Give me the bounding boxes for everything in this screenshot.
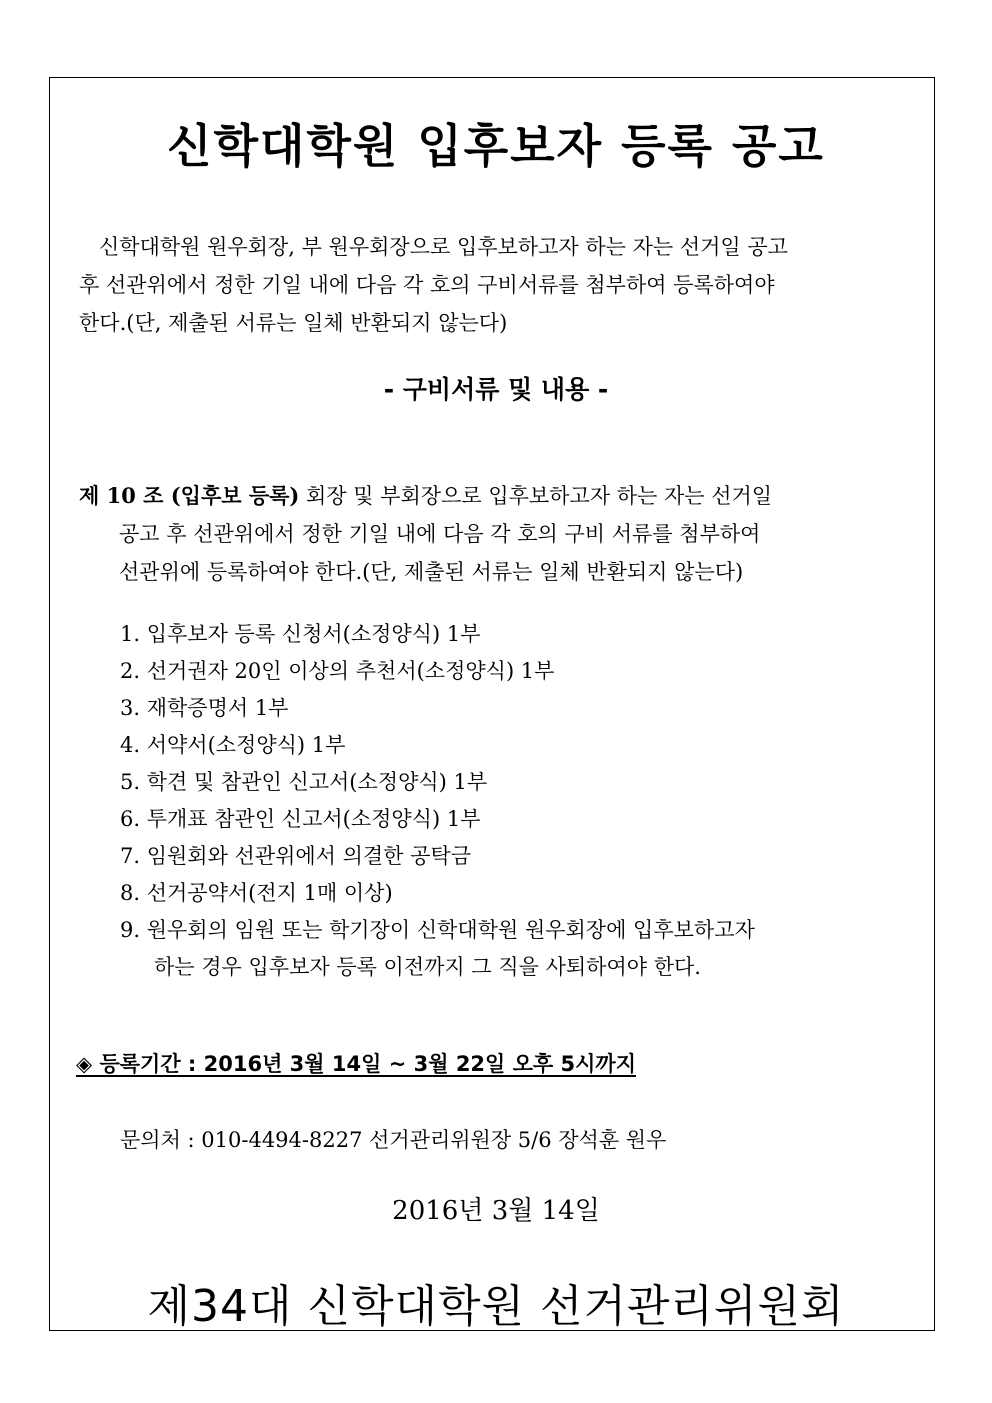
intro-line-3: 한다.(단, 제출된 서류는 일체 반환되지 않는다)	[79, 311, 508, 335]
list-item: 6. 투개표 참관인 신고서(소정양식) 1부	[120, 807, 481, 831]
list-item: 2. 선거권자 20인 이상의 추천서(소정양식) 1부	[120, 659, 555, 683]
article-10	[79, 477, 909, 591]
list-item: 9. 원우회의 임원 또는 학기장이 신학대학원 원우회장에 입후보하고자	[120, 918, 755, 942]
intro-paragraph	[79, 228, 909, 342]
article-line-3: 선관위에 등록하여야 한다.(단, 제출된 서류는 일체 반환되지 않는다)	[119, 560, 744, 584]
intro-line-1: 신학대학원 원우회장, 부 원우회장으로 입후보하고자 하는 자는 선거일 공고	[99, 235, 788, 259]
article-line-1	[79, 477, 909, 515]
article-line-1-text: 회장 및 부회장으로 입후보하고자 하는 자는 선거일	[299, 484, 773, 508]
article-heading: 제 10 조 (입후보 등록)	[79, 483, 300, 508]
intro-line-2: 후 선관위에서 정한 기일 내에 다음 각 호의 구비서류를 첨부하여 등록하여야	[79, 273, 775, 297]
article-line-2: 공고 후 선관위에서 정한 기일 내에 다음 각 호의 구비 서류를 첨부하여	[119, 522, 761, 546]
notice-date: 2016년 3월 14일	[392, 1196, 600, 1226]
required-documents-heading: - 구비서류 및 내용 -	[383, 375, 609, 404]
registration-period: ◈ 등록기간 : 2016년 3월 14일 ~ 3월 22일 오후 5시까지	[76, 1052, 636, 1076]
list-item: 8. 선거공약서(전지 1매 이상)	[120, 881, 393, 905]
notice-title: 신학대학원 입후보자 등록 공고	[167, 119, 825, 173]
issuing-organization: 제34대 신학대학원 선거관리위원회	[147, 1281, 845, 1332]
list-item: 1. 입후보자 등록 신청서(소정양식) 1부	[120, 622, 481, 646]
list-item: 3. 재학증명서 1부	[120, 696, 289, 720]
list-item: 5. 학견 및 참관인 신고서(소정양식) 1부	[120, 770, 488, 794]
contact-info: 문의처 : 010-4494-8227 선거관리위원장 5/6 장석훈 원우	[120, 1128, 667, 1152]
list-item: 4. 서약서(소정양식) 1부	[120, 733, 346, 757]
required-documents-list	[120, 616, 910, 986]
list-item: 7. 임원회와 선관위에서 의결한 공탁금	[120, 844, 472, 868]
list-item-continuation: 하는 경우 입후보자 등록 이전까지 그 직을 사퇴하여야 한다.	[154, 955, 701, 979]
